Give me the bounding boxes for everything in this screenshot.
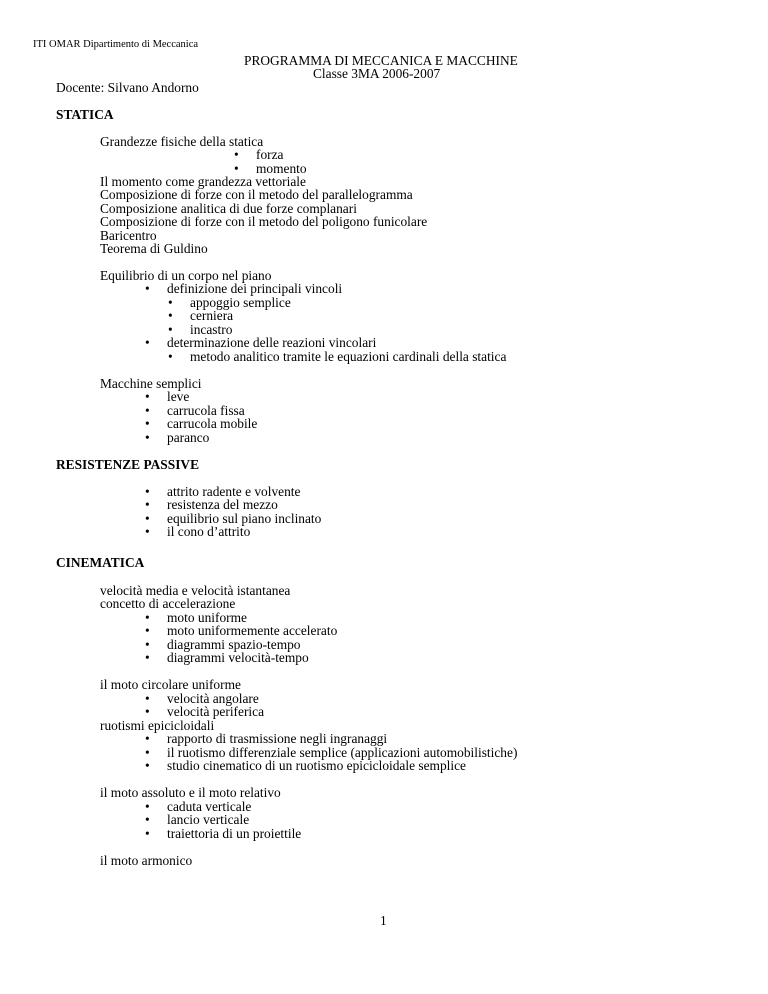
bullet-icon: • — [145, 524, 150, 539]
section-heading-resistenze: RESISTENZE PASSIVE — [56, 457, 200, 472]
bullet-icon: • — [145, 731, 150, 746]
cinematica-assoluto: il moto assoluto e il moto relativo — [100, 785, 281, 800]
bullet-icon: • — [145, 704, 150, 719]
bullet-icon: • — [168, 322, 173, 337]
document-title: PROGRAMMA DI MECCANICA E MACCHINE — [244, 53, 518, 68]
bullet-icon: • — [145, 691, 150, 706]
teacher-name: Docente: Silvano Andorno — [56, 80, 199, 95]
statica-equilibrio: Equilibrio di un corpo nel piano — [100, 268, 272, 283]
statica-macchine: Macchine semplici — [100, 376, 202, 391]
bullet-icon: • — [145, 389, 150, 404]
cinematica-ruotismi: ruotismi epicicloidali — [100, 718, 215, 733]
bullet-icon: • — [145, 826, 150, 841]
bullet-icon: • — [145, 623, 150, 638]
bullet-icon: • — [145, 799, 150, 814]
bullet-icon: • — [234, 147, 239, 162]
statica-line: Composizione di forze con il metodo del parallelogramma — [100, 187, 413, 202]
bullet-icon: • — [145, 758, 150, 773]
statica-line: Composizione di forze con il metodo del poligono funicolare — [100, 214, 428, 229]
bullet-icon: • — [145, 403, 150, 418]
statica-line: Teorema di Guldino — [100, 241, 208, 256]
bullet-icon: • — [145, 610, 150, 625]
bullet-icon: • — [145, 812, 150, 827]
document-subtitle: Classe 3MA 2006-2007 — [313, 66, 441, 81]
cinematica-circolare: il moto circolare uniforme — [100, 677, 241, 692]
bullet-icon: • — [168, 349, 173, 364]
bullet-icon: • — [145, 484, 150, 499]
bullet-icon: • — [145, 335, 150, 350]
cinematica-accelerazione: concetto di accelerazione — [100, 596, 236, 611]
bullet-icon: • — [145, 650, 150, 665]
bullet-icon: • — [145, 745, 150, 760]
bullet-icon: • — [145, 416, 150, 431]
bullet-icon: • — [145, 497, 150, 512]
bullet-icon: • — [168, 308, 173, 323]
bullet-icon: • — [234, 161, 239, 176]
statica-grandezze: Grandezze fisiche della statica — [100, 134, 264, 149]
statica-line: Il momento come grandezza vettoriale — [100, 174, 306, 189]
cinematica-velocita: velocità media e velocità istantanea — [100, 583, 291, 598]
bullet-icon: • — [145, 430, 150, 445]
cinematica-armonico: il moto armonico — [100, 853, 193, 868]
bullet-icon: • — [168, 295, 173, 310]
bullet-icon: • — [145, 637, 150, 652]
statica-line: Composizione analitica di due forze complanari — [100, 201, 357, 216]
bullet-icon: • — [145, 511, 150, 526]
bullet-icon: • — [145, 281, 150, 296]
page-number: 1 — [380, 913, 387, 928]
institute-header: ITI OMAR Dipartimento di Meccanica — [33, 39, 199, 50]
section-heading-statica: STATICA — [56, 107, 114, 122]
statica-line: Baricentro — [100, 228, 157, 243]
section-heading-cinematica: CINEMATICA — [56, 555, 145, 570]
